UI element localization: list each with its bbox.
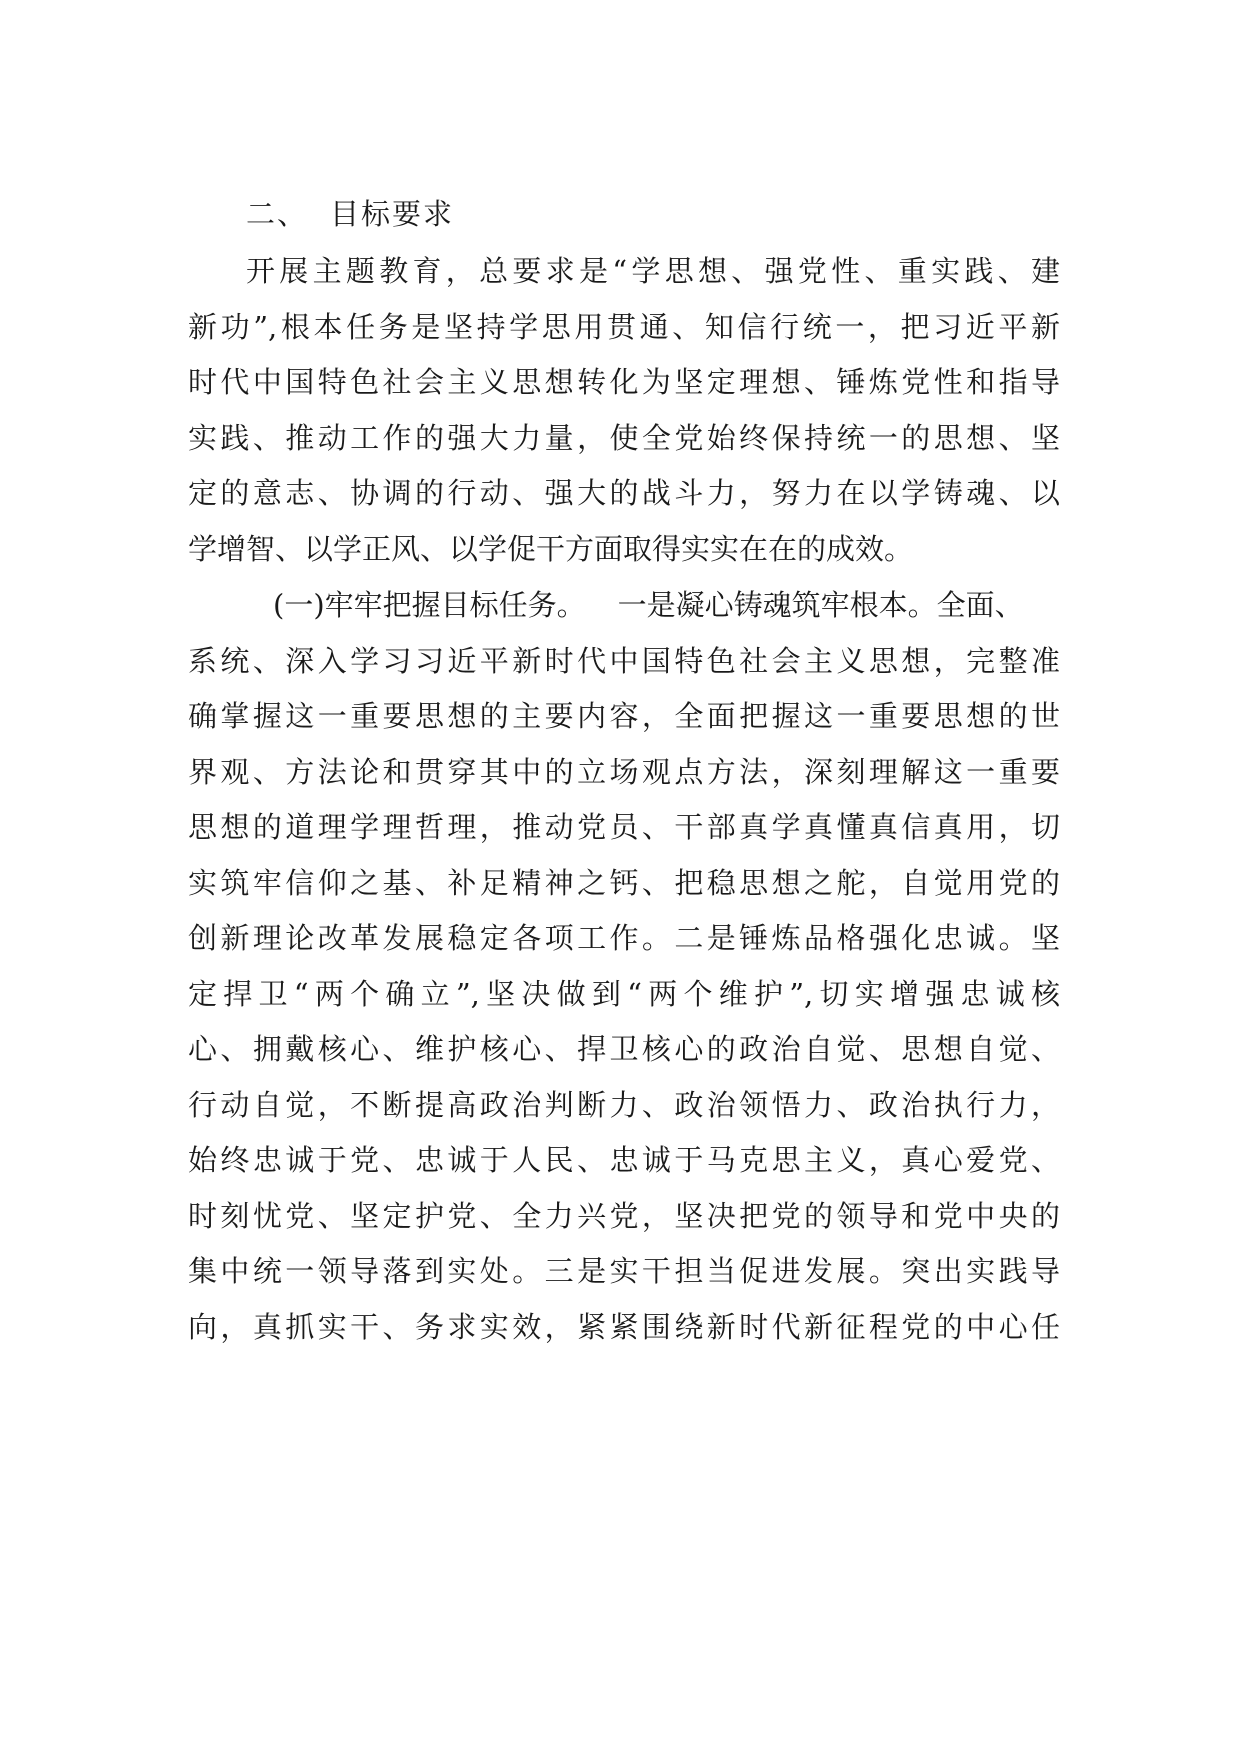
paragraph-line: 系统、深入学习习近平新时代中国特色社会主义思想，完整准 xyxy=(188,643,1060,678)
paragraph-line: 定的意志、协调的行动、强大的战斗力，努力在以学铸魂、以 xyxy=(188,476,1060,510)
paragraph-line: 时刻忧党、坚定护党、全力兴党，坚决把党的领导和党中央的 xyxy=(188,1198,1060,1233)
paragraph-line: 确掌握这一重要思想的主要内容，全面把握这一重要思想的世 xyxy=(188,699,1060,733)
document-body xyxy=(188,188,1060,1355)
subsection-lead-text: 一是凝心铸魂筑牢根本。全面、 xyxy=(617,588,1024,622)
paragraph-line: 实筑牢信仰之基、补足精神之钙、把稳思想之舵，自觉用党的 xyxy=(188,865,1060,900)
paragraph-line: 始终忠诚于党、忠诚于人民、忠诚于马克思主义，真心爱党、 xyxy=(188,1143,1060,1177)
paragraph-line: 学增智、以学正风、以学促干方面取得实实在在的成效。 xyxy=(188,531,914,566)
paragraph-line: 新功”,根本任务是坚持学思用贯通、知信行统一，把习近平新 xyxy=(188,309,1060,344)
paragraph-line: 心、拥戴核心、维护核心、捍卫核心的政治自觉、思想自觉、 xyxy=(188,1032,1060,1066)
paragraph-line: 行动自觉，不断提高政治判断力、政治领悟力、政治执行力， xyxy=(188,1087,1060,1122)
section-title: 目标要求 xyxy=(330,197,455,231)
paragraph-line: 时代中国特色社会主义思想转化为坚定理想、锤炼党性和指导 xyxy=(188,365,1060,399)
paragraph-line: 实践、推动工作的强大力量，使全党始终保持统一的思想、坚 xyxy=(188,420,1060,455)
paragraph-line: 定捍卫“两个确立”,坚决做到“两个维护”,切实增强忠诚核 xyxy=(188,976,1060,1011)
paragraph-line: 集中统一领导落到实处。三是实干担当促进发展。突出实践导 xyxy=(188,1254,1060,1288)
paragraph-line: 开展主题教育，总要求是“学思想、强党性、重实践、建 xyxy=(246,254,1060,288)
section-number: 二、 xyxy=(246,197,309,231)
subsection-label: (一)牢牢把握目标任务。 xyxy=(273,588,586,622)
paragraph-target-tasks xyxy=(188,578,1060,1355)
paragraph-line xyxy=(188,578,1060,634)
paragraph-line: 界观、方法论和贯穿其中的立场观点方法，深刻理解这一重要 xyxy=(188,754,1060,789)
paragraph-goal-requirements xyxy=(188,244,1060,577)
section-heading xyxy=(188,188,1060,240)
paragraph-line: 思想的道理学理哲理，推动党员、干部真学真懂真信真用，切 xyxy=(188,810,1060,844)
paragraph-line: 创新理论改革发展稳定各项工作。二是锤炼品格强化忠诚。坚 xyxy=(188,921,1060,955)
paragraph-line: 向，真抓实干、务求实效，紧紧围绕新时代新征程党的中心任 xyxy=(188,1309,1060,1344)
